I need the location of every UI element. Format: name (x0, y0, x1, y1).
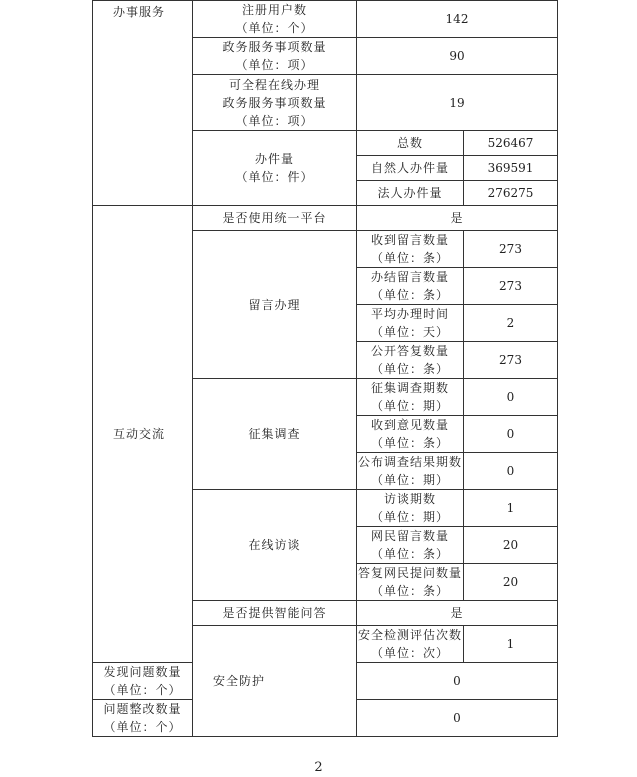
label-survey: 征集调查 (193, 379, 357, 490)
value-online-items: 19 (357, 75, 558, 131)
category-office-service: 办事服务 (93, 1, 193, 206)
label-unified-platform: 是否使用统一平台 (193, 206, 357, 231)
label-registered-users: 注册用户数 （单位：个） (193, 1, 357, 38)
label-msg-received: 收到留言数量 （单位：条） (357, 231, 464, 268)
value-interview-messages: 20 (464, 527, 558, 564)
value-unified-platform: 是 (357, 206, 558, 231)
value-problems-fixed: 0 (357, 700, 558, 737)
value-problems-found: 0 (357, 663, 558, 700)
statistics-table (92, 0, 558, 737)
page-number: 2 (314, 760, 323, 775)
label-cases-total: 总数 (357, 131, 464, 156)
value-interview-periods: 1 (464, 490, 558, 527)
value-msg-received: 273 (464, 231, 558, 268)
value-cases-legal: 276275 (464, 181, 558, 206)
label-cases: 办件量 （单位：件） (193, 131, 357, 206)
label-interview-periods: 访谈期数 （单位：期） (357, 490, 464, 527)
label-problems-found: 发现问题数量 （单位：个） (93, 663, 193, 700)
label-interview-replies: 答复网民提问数量 （单位：条） (357, 564, 464, 601)
label-messages: 留言办理 (193, 231, 357, 379)
value-cases-total: 526467 (464, 131, 558, 156)
label-survey-periods: 征集调查期数 （单位：期） (357, 379, 464, 416)
value-registered-users: 142 (357, 1, 558, 38)
value-msg-public-reply: 273 (464, 342, 558, 379)
label-service-items: 政务服务事项数量 （单位：项） (193, 38, 357, 75)
label-survey-opinions: 收到意见数量 （单位：条） (357, 416, 464, 453)
label-security-checks: 安全检测评估次数 （单位：次） (357, 626, 464, 663)
category-security: 安全防护 (193, 626, 357, 737)
value-msg-closed: 273 (464, 268, 558, 305)
label-msg-closed: 办结留言数量 （单位：条） (357, 268, 464, 305)
value-survey-periods: 0 (464, 379, 558, 416)
value-msg-avg-time: 2 (464, 305, 558, 342)
value-smart-qa: 是 (357, 601, 558, 626)
value-survey-results: 0 (464, 453, 558, 490)
label-cases-natural: 自然人办件量 (357, 156, 464, 181)
label-smart-qa: 是否提供智能问答 (193, 601, 357, 626)
value-cases-natural: 369591 (464, 156, 558, 181)
label-survey-results: 公布调查结果期数 （单位：期） (357, 453, 464, 490)
label-msg-avg-time: 平均办理时间 （单位：天） (357, 305, 464, 342)
label-cases-legal: 法人办件量 (357, 181, 464, 206)
value-interview-replies: 20 (464, 564, 558, 601)
label-msg-public-reply: 公开答复数量 （单位：条） (357, 342, 464, 379)
label-problems-fixed: 问题整改数量 （单位：个） (93, 700, 193, 737)
label-interview: 在线访谈 (193, 490, 357, 601)
label-interview-messages: 网民留言数量 （单位：条） (357, 527, 464, 564)
label-online-items: 可全程在线办理 政务服务事项数量 （单位：项） (193, 75, 357, 131)
value-service-items: 90 (357, 38, 558, 75)
category-interaction: 互动交流 (93, 206, 193, 663)
value-survey-opinions: 0 (464, 416, 558, 453)
value-security-checks: 1 (464, 626, 558, 663)
